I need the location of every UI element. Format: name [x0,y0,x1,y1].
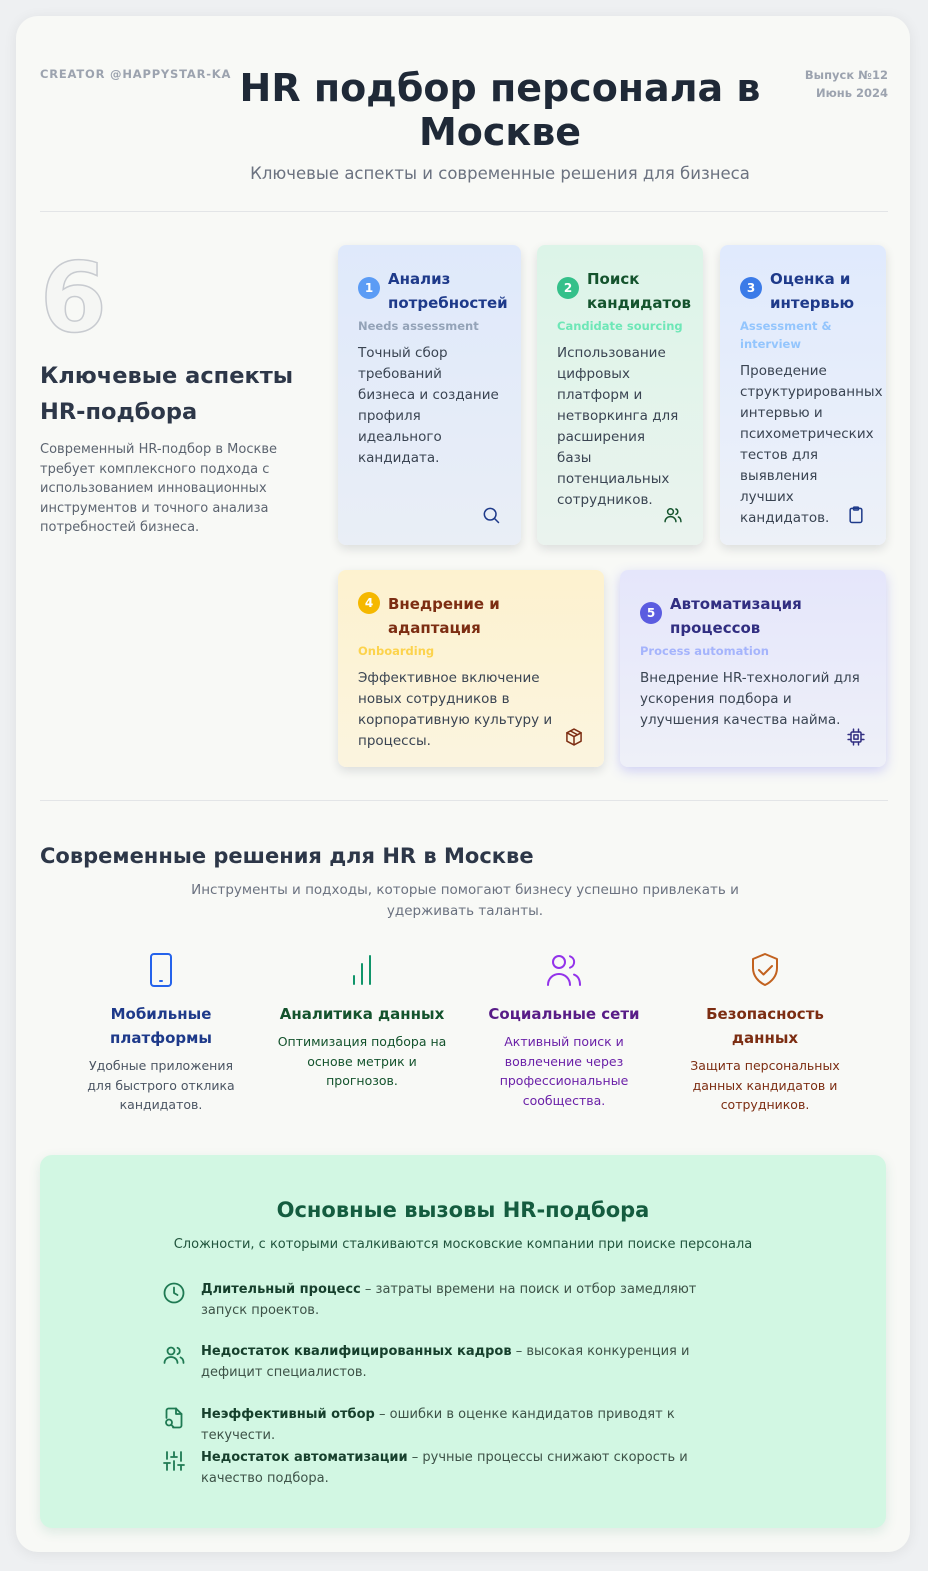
card-title: Автоматизация процессов [670,595,802,637]
solutions-title: Современные решения для HR в Москве [40,844,534,868]
users-icon [544,950,584,990]
challenge-name: Недостаток автоматизации [201,1450,408,1465]
aspects-title: Ключевые аспекты HR-подбора [40,363,294,425]
page-title: HR подбор персонала в Москве [239,66,761,154]
box-icon [564,727,584,747]
card-number-badge: 4 [358,592,380,614]
smartphone-icon [141,950,181,990]
card-subtitle: Assessment & interview [740,319,832,351]
challenge-item [162,1404,722,1446]
issue-info [805,66,888,102]
card-text: Проведение структурированных интервью и психометрических тестов для выявления лучших кандидатов. [740,363,883,526]
solution-item [76,950,246,1115]
header-divider [40,211,888,212]
aspects-description: Современный HR-подбор в Москве требует комплексного подхода с использованием инновационных инструментов и точного анализа потребностей бизнеса. [40,442,277,535]
card-text: Использование цифровых платформ и нетворкинга для расширения базы потенциальных сотрудников. [557,345,679,508]
card-title: Анализ потребностей [388,270,508,312]
cpu-icon [846,727,866,747]
card-subtitle: Candidate sourcing [557,319,683,333]
users-icon [162,1343,186,1367]
challenge-item [162,1279,722,1321]
aspect-card [338,570,604,767]
challenge-description: – высокая конкуренция и дефицит специалистов. [201,1344,690,1380]
challenge-description: – затраты времени на поиск и отбор замедляют запуск проектов. [201,1282,697,1318]
challenge-name: Недостаток квалифицированных кадров [201,1344,512,1359]
solution-name: Безопасность данных [706,1005,824,1047]
sliders-icon [162,1449,186,1473]
solution-item [680,950,850,1115]
aspect-card [537,245,703,545]
solution-name: Мобильные платформы [110,1005,212,1047]
solution-text: Защита персональных данных кандидатов и сотрудников. [690,1058,840,1112]
challenge-description: – ручные процессы снижают скорость и качество подбора. [201,1450,688,1486]
challenge-text [201,1447,722,1489]
issue-number: Выпуск №12 [804,68,888,82]
challenge-item [162,1447,722,1489]
card-text: Точный сбор требований бизнеса и создание профиля идеального кандидата. [358,345,499,466]
challenge-description: – ошибки в оценке кандидатов приводят к текучести. [201,1407,675,1443]
challenges-panel [40,1155,886,1528]
search-icon [481,505,501,525]
challenges-subtitle: Сложности, с которыми сталкиваются московские компании при поиске персонала [173,1237,753,1252]
card-title: Поиск кандидатов [587,270,692,312]
challenges-title: Основные вызовы HR-подбора [276,1198,650,1222]
clock-icon [162,1281,186,1305]
users-icon [663,505,683,525]
card-number-badge: 1 [358,277,380,299]
solution-text: Активный поиск и вовлечение через профессиональные сообщества. [499,1034,629,1108]
file-search-icon [162,1406,186,1430]
challenge-text [201,1404,722,1446]
solution-item [277,950,447,1091]
card-text: Внедрение HR-технологий для ускорения подбора и улучшения качества найма. [640,670,860,728]
solution-text: Удобные приложения для быстрого отклика кандидатов. [87,1058,235,1112]
aspect-card [620,570,886,767]
solutions-subtitle: Инструменты и подходы, которые помогают бизнесу успешно привлекать и удерживать таланты. [191,882,739,919]
aspect-card [720,245,886,545]
card-title: Оценка и интервью [770,270,855,312]
challenge-name: Неэффективный отбор [201,1407,375,1422]
card-text: Эффективное включение новых сотрудников в корпоративную культуру и процессы. [358,670,553,749]
challenge-text [201,1279,722,1321]
card-subtitle: Process automation [640,644,769,658]
card-number-badge: 5 [640,602,662,624]
solution-name: Аналитика данных [279,1005,445,1023]
challenge-name: Длительный процесс [201,1282,361,1297]
shield-check-icon [745,950,785,990]
aspects-count: 6 [40,242,107,354]
aspect-card [338,245,521,545]
challenge-item [162,1341,722,1383]
clipboard-icon [846,505,866,525]
card-subtitle: Onboarding [358,644,435,658]
page-subtitle: Ключевые аспекты и современные решения для бизнеса [250,164,750,183]
bar-chart-icon [342,950,382,990]
card-title: Внедрение и адаптация [388,595,500,637]
challenge-text [201,1341,722,1383]
solution-name: Социальные сети [488,1005,640,1023]
solution-item [479,950,649,1110]
issue-date: Июнь 2024 [815,86,888,100]
creator-credit: CREATOR @HAPPYSTAR-KA [40,67,232,81]
section-divider [40,800,888,801]
solution-text: Оптимизация подбора на основе метрик и прогнозов. [277,1034,447,1088]
card-subtitle: Needs assessment [358,319,479,333]
card-number-badge: 2 [557,277,579,299]
card-number-badge: 3 [740,277,762,299]
